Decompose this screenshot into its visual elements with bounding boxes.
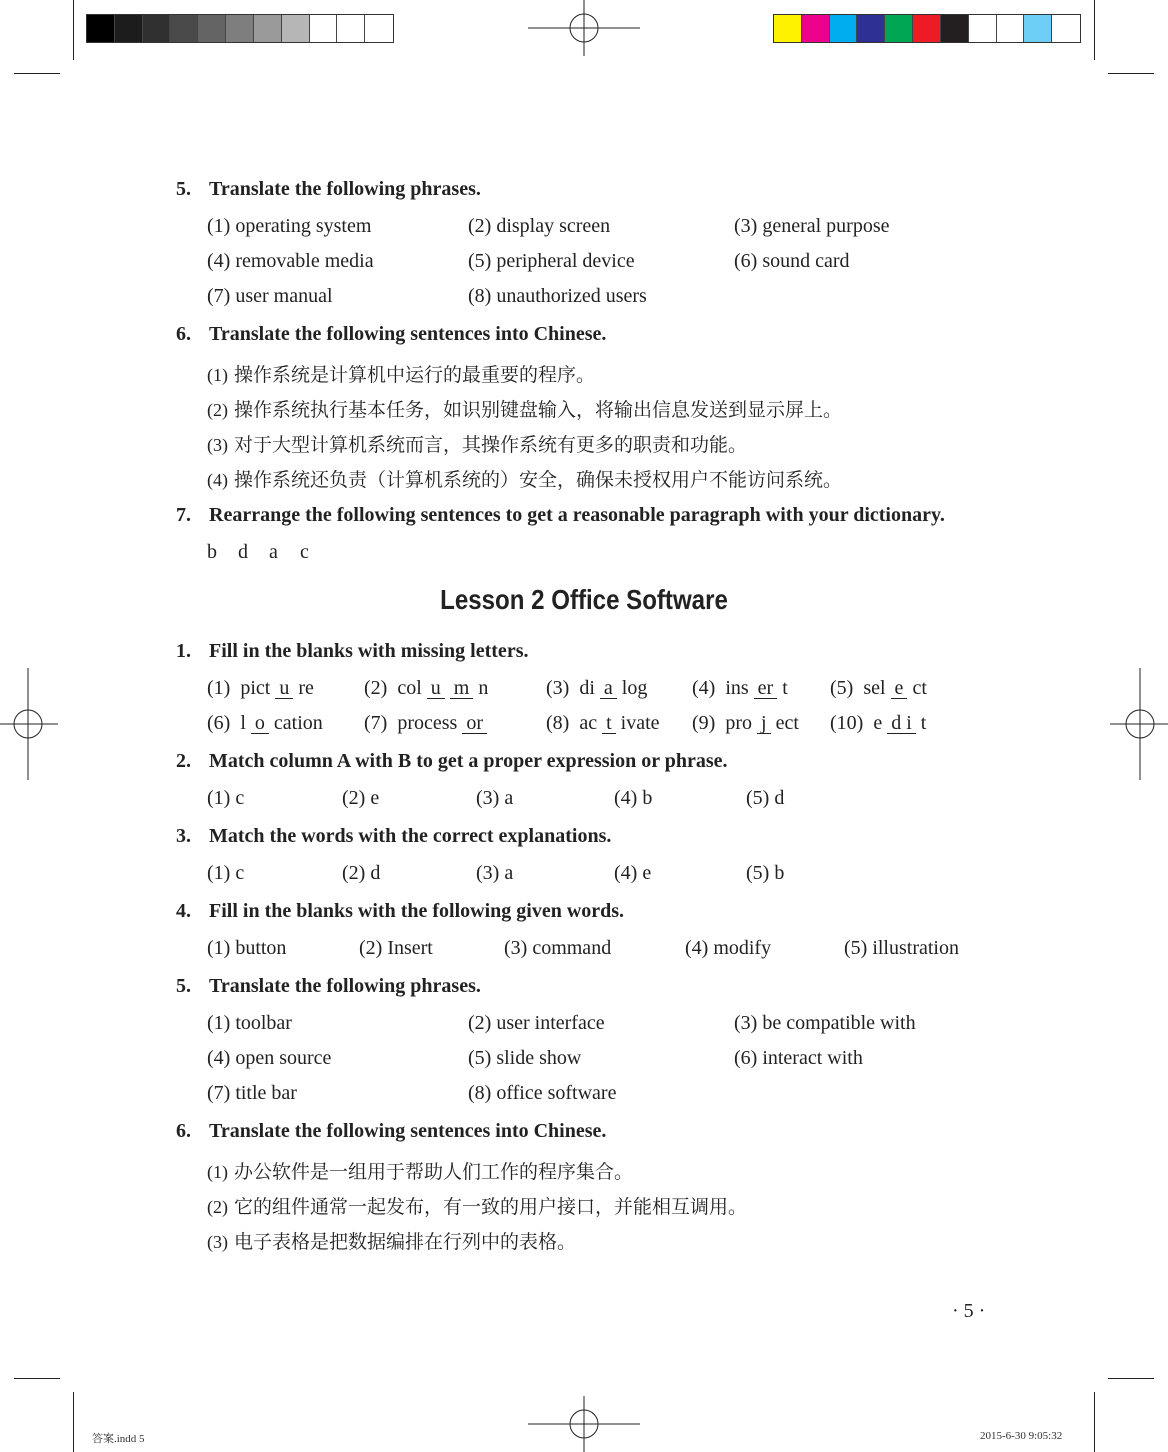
l1-q6-heading: 6. Translate the following sentences into Chinese. — [176, 323, 607, 345]
calibration-swatch — [1052, 15, 1080, 42]
chinese-sentence: (1) 办公软件是一组用于帮助人们工作的程序集合。 — [207, 1161, 634, 1183]
calibration-swatch — [143, 15, 171, 42]
calibration-swatch — [254, 15, 282, 42]
list-item: (5) peripheral device — [468, 250, 635, 272]
calibration-swatch — [802, 15, 830, 42]
fill-blank-item: (5) sel e ct — [830, 677, 927, 699]
calibration-swatch — [1024, 15, 1052, 42]
calibration-swatch — [969, 15, 997, 42]
list-item: (6) interact with — [734, 1047, 863, 1069]
calibration-swatch — [885, 15, 913, 42]
l2-q2-heading: 2. Match column A with B to get a proper expression or phrase. — [176, 750, 728, 772]
calibration-swatch — [337, 15, 365, 42]
calibration-swatch — [774, 15, 802, 42]
chinese-sentence: (4) 操作系统还负责（计算机系统的）安全，确保未授权用户不能访问系统。 — [207, 469, 843, 491]
fill-blank-item: (8) ac t ivate — [546, 712, 660, 734]
calibration-swatch — [87, 15, 115, 42]
answer-letter: b — [207, 541, 217, 563]
calibration-swatch — [830, 15, 858, 42]
color-calibration-bar — [773, 14, 1081, 43]
list-item: (1) button — [207, 937, 287, 959]
list-item: (4) modify — [685, 937, 772, 959]
answer-letter: d — [238, 541, 248, 563]
list-item: (2) display screen — [468, 215, 611, 237]
list-item: (5) illustration — [844, 937, 959, 959]
list-item: (1) operating system — [207, 215, 372, 237]
list-item: (2) user interface — [468, 1012, 605, 1034]
l2-q5-heading: 5. Translate the following phrases. — [176, 975, 481, 997]
list-item: (2) d — [342, 862, 381, 884]
l1-q5-heading: 5. Translate the following phrases. — [176, 178, 481, 200]
calibration-swatch — [226, 15, 254, 42]
lesson-title: Lesson 2 Office Software — [440, 584, 728, 615]
l2-q4-heading: 4. Fill in the blanks with the following given words. — [176, 900, 625, 922]
chinese-sentence: (3) 电子表格是把数据编排在行列中的表格。 — [207, 1231, 577, 1253]
fill-blank-item: (10) e d i t — [830, 712, 927, 734]
list-item: (8) office software — [468, 1082, 617, 1104]
chinese-sentence: (2) 操作系统执行基本任务，如识别键盘输入，将输出信息发送到显示屏上。 — [207, 399, 843, 421]
list-item: (1) c — [207, 787, 245, 809]
grayscale-calibration-bar — [86, 14, 394, 43]
calibration-swatch — [310, 15, 338, 42]
registration-mark-right — [1110, 668, 1168, 780]
fill-blank-item: (6) l o cation — [207, 712, 323, 734]
calibration-swatch — [857, 15, 885, 42]
list-item: (3) general purpose — [734, 215, 890, 237]
fill-blank-item: (7) process or — [364, 712, 487, 735]
list-item: (4) removable media — [207, 250, 374, 272]
fill-blank-item: (1) pict u re — [207, 677, 314, 699]
chinese-sentence: (3) 对于大型计算机系统而言，其操作系统有更多的职责和功能。 — [207, 434, 748, 456]
list-item: (5) slide show — [468, 1047, 582, 1069]
list-item: (3) a — [476, 787, 514, 809]
l2-q3-heading: 3. Match the words with the correct explanations. — [176, 825, 612, 847]
fill-blank-item: (2) col u m n — [364, 677, 489, 699]
registration-mark-bottom — [528, 1396, 640, 1452]
list-item: (5) b — [746, 862, 785, 884]
list-item: (2) e — [342, 787, 380, 809]
calibration-swatch — [997, 15, 1025, 42]
calibration-swatch — [282, 15, 310, 42]
list-item: (6) sound card — [734, 250, 850, 272]
registration-mark-left — [0, 668, 58, 780]
list-item: (7) user manual — [207, 285, 333, 307]
calibration-swatch — [941, 15, 969, 42]
calibration-swatch — [365, 15, 393, 42]
list-item: (4) b — [614, 787, 653, 809]
list-item: (3) a — [476, 862, 514, 884]
calibration-swatch — [115, 15, 143, 42]
chinese-sentence: (1) 操作系统是计算机中运行的最重要的程序。 — [207, 364, 596, 386]
l2-q1-heading: 1. Fill in the blanks with missing letters. — [176, 640, 529, 662]
answer-letter: c — [300, 541, 309, 563]
fill-blank-item: (3) di a log — [546, 677, 648, 699]
list-item: (8) unauthorized users — [468, 285, 647, 307]
list-item: (1) c — [207, 862, 245, 884]
calibration-swatch — [198, 15, 226, 42]
list-item: (7) title bar — [207, 1082, 297, 1104]
list-item: (4) e — [614, 862, 652, 884]
list-item: (5) d — [746, 787, 785, 809]
registration-mark-top — [528, 0, 640, 60]
slug-timestamp: 2015-6-30 9:05:32 — [980, 1430, 1063, 1442]
list-item: (3) command — [504, 937, 612, 959]
list-item: (1) toolbar — [207, 1012, 292, 1034]
chinese-sentence: (2) 它的组件通常一起发布，有一致的用户接口，并能相互调用。 — [207, 1196, 748, 1218]
fill-blank-item: (9) pro j ect — [692, 712, 799, 734]
l2-q6-heading: 6. Translate the following sentences into Chinese. — [176, 1120, 607, 1142]
calibration-swatch — [170, 15, 198, 42]
page-number: · 5 · — [952, 1300, 986, 1322]
list-item: (3) be compatible with — [734, 1012, 916, 1034]
answer-letter: a — [269, 541, 278, 563]
l1-q7-heading: 7. Rearrange the following sentences to get a reasonable paragraph with your dictionary. — [176, 504, 945, 526]
slug-filename: 答案.indd 5 — [92, 1433, 145, 1445]
calibration-swatch — [913, 15, 941, 42]
list-item: (4) open source — [207, 1047, 332, 1069]
list-item: (2) Insert — [359, 937, 433, 959]
fill-blank-item: (4) ins er t — [692, 677, 788, 699]
